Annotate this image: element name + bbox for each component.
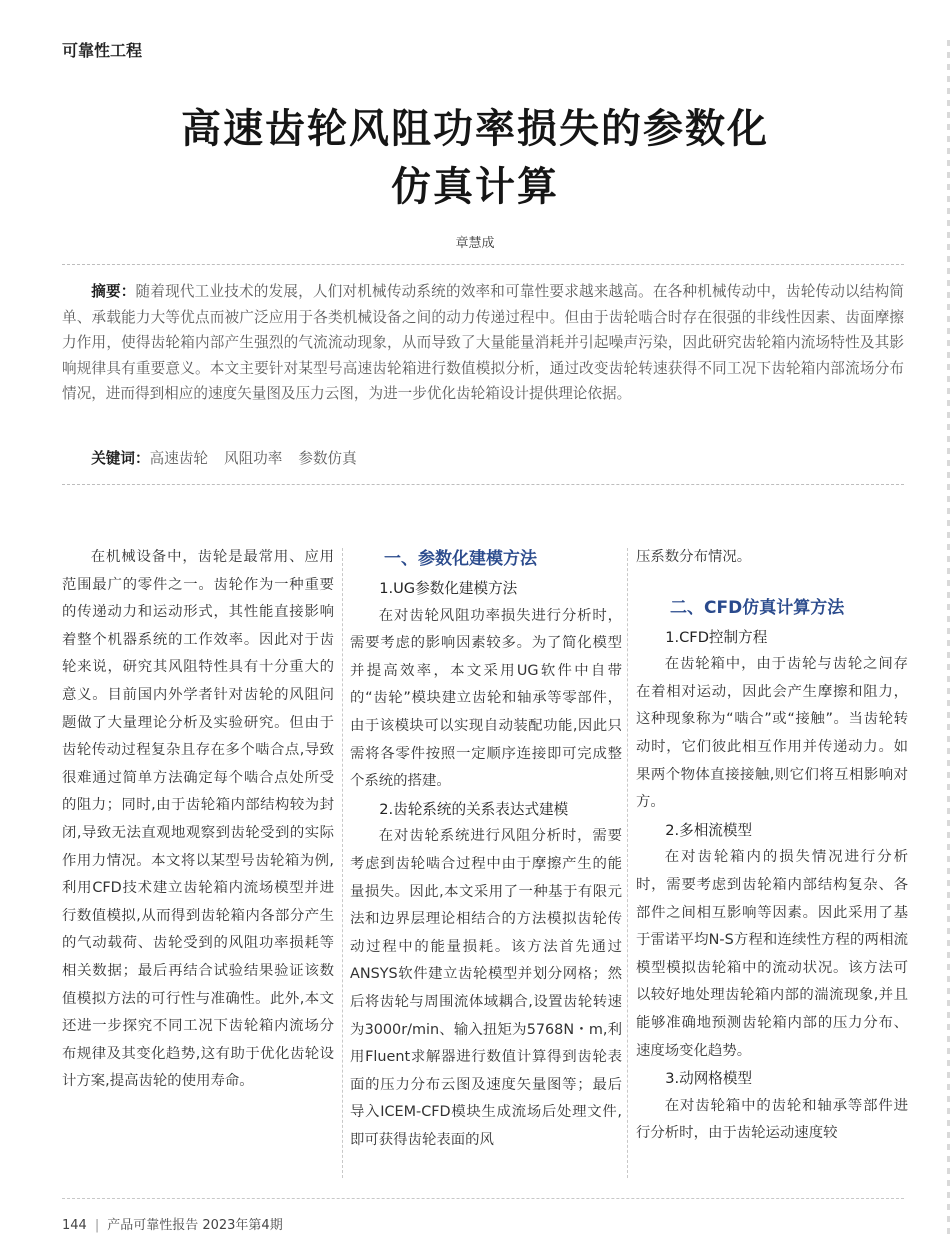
article-title [0,100,950,216]
body-column-2 [350,544,622,1154]
abstract-bottom-rule [62,484,904,485]
subheading-2-1: 1.CFD控制方程 [665,628,768,646]
intro-paragraph: 在机械设备中，齿轮是最常用、应用范围最广的零件之一。齿轮作为一种重要的传递动力和运动形式，其性能直接影响着整个机器系统的工作效率。因此对于齿轮来说，研究其风阻特性具有十分重大的意义。目前国内外学者针对齿轮的风阻问题做了大量理论分析及实验研究。但由于齿轮传动过程复杂且存在多个啮合点,导致很难通过简单方法确定每个啮合点处所受的阻力；同时,由于齿轮箱内部结构较为封闭,导致无法直观地观察到齿轮受到的实际作用力情况。本文将以某型号齿轮箱为例,利用CFD技术建立齿轮箱内流场模型并进行数值模拟,从而得到齿轮箱内各部分产生的气动载荷、齿轮受到的风阻功率损耗等相关数据；最后再结合试验结果验证该数值模拟方法的可行性与准确性。此外,本文还进一步探究不同工况下齿轮箱内流场分布规律及其变化趋势,这有助于优化齿轮设计方案,提高齿轮的使用寿命。 [62,549,334,1090]
author: 章慧成 [455,236,495,251]
keyword: 高速齿轮 [149,450,208,467]
body-column-1 [62,544,334,1096]
body-column-3 [636,544,908,1148]
section-tag: 可靠性工程 [62,41,143,60]
column-divider [342,548,343,1178]
abstract-label: 摘要： [91,283,136,300]
section-heading-2: 二、CFD仿真计算方法 [670,597,845,618]
title-line-2: 仿真计算 [391,164,559,210]
keyword: 风阻功率 [223,450,283,467]
keywords-label: 关键词： [91,450,150,467]
journal-issue: 产品可靠性报告 2023年第4期 [107,1218,283,1233]
section-heading-1: 一、参数化建模方法 [384,549,537,569]
subheading-2-3: 3.动网格模型 [665,1070,753,1088]
footer-separator: | [94,1218,100,1233]
keyword: 参数仿真 [298,450,357,467]
subheading-2-2: 2.多相流模型 [665,821,753,839]
paragraph: 在齿轮箱中，由于齿轮与齿轮之间存在着相对运动，因此会产生摩擦和阻力，这种现象称为“啮合”或“接触”。当齿轮转动时，它们彼此相互作用并传递动力。如果两个物体直接接触,则它们将互相影响对方。 [636,656,908,811]
paragraph: 在对齿轮箱内的损失情况进行分析时，需要考虑到齿轮箱内部结构复杂、各部件之间相互影响等因素。因此采用了基于雷诺平均N-S方程和连续性方程的两相流模型模拟齿轮箱中的流动状况。该方法可以较好地处理齿轮箱内部的湍流现象,并且能够准确地预测齿轮箱内部的压力分布、速度场变化趋势。 [636,849,908,1059]
abstract-text: 随着现代工业技术的发展，人们对机械传动系统的效率和可靠性要求越来越高。在各种机械传动中，齿轮传动以结构简单、承载能力大等优点而被广泛应用于各类机械设备之间的动力传递过程中。但由于齿轮啮合时存在很强的非线性因素、齿面摩擦力作用，使得齿轮箱内部产生强烈的气流流动现象，从而导致了大量能量消耗并引起噪声污染，因此研究齿轮箱内流场特性及其影响规律具有重要意义。本文主要针对某型号高速齿轮箱进行数值模拟分析，通过改变齿轮转速获得不同工况下齿轮箱内部流场分布情况，进而得到相应的速度矢量图及压力云图，为进一步优化齿轮箱设计提供理论依据。 [62,283,904,403]
page-number: 144 [62,1218,87,1233]
keywords [62,446,904,471]
title-line-1: 高速齿轮风阻功率损失的参数化 [181,106,769,152]
abstract-top-rule [62,264,904,265]
paragraph: 在对齿轮箱中的齿轮和轴承等部件进行分析时，由于齿轮运动速度较 [636,1097,908,1142]
paragraph-continuation: 压系数分布情况。 [636,549,752,565]
paragraph: 在对齿轮系统进行风阻分析时，需要考虑到齿轮啮合过程中由于摩擦产生的能量损失。因此,本文采用了一种基于有限元法和边界层理论相结合的方法模拟齿轮传动过程中的能量损耗。该方法首先通过ANSYS软件建立齿轮模型并划分网格；然后将齿轮与周围流体域耦合,设置齿轮转速为3000r/min、输入扭矩为5768N・m,利用Fluent求解器进行数值计算得到齿轮表面的压力分布云图及速度矢量图等；最后导入ICEM-CFD模块生成流场后处理文件,即可获得齿轮表面的风 [350,828,622,1148]
footer-rule [62,1198,904,1199]
abstract [62,279,904,407]
subheading-1-2: 2.齿轮系统的关系表达式建模 [379,800,569,818]
subheading-1-1: 1.UG参数化建模方法 [379,580,518,597]
page-footer [62,1214,283,1233]
column-divider [627,548,628,1178]
paragraph: 在对齿轮风阻功率损失进行分析时，需要考虑的影响因素较多。为了简化模型并提高效率，本文采用UG软件中自带的“齿轮”模块建立齿轮和轴承等零部件，由于该模块可以实现自动装配功能,因此只需将各零件按照一定顺序连接即可完成整个系统的搭建。 [350,607,622,790]
